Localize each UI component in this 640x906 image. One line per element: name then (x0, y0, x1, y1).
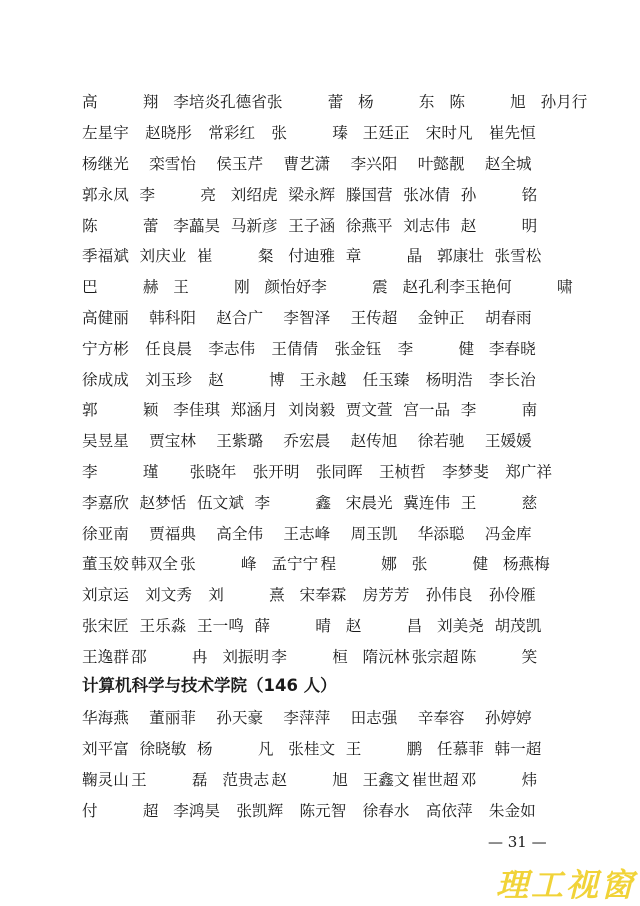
name-row (82, 302, 552, 333)
name-cell: 刘岗毅 (288, 401, 336, 420)
name-row (82, 363, 552, 394)
name-cell: 张雪松 (494, 247, 542, 266)
name-cell: 崔世超 (411, 770, 459, 789)
name-row (82, 517, 552, 548)
name-row-wide (82, 456, 552, 487)
name-cell: 李长治 (488, 370, 536, 389)
name-cell: 张冰倩 (403, 185, 451, 204)
name-cell: 赵晓彤 (145, 124, 192, 143)
name-cell: 杨 凡 (197, 740, 289, 759)
name-cell: 刘京运 (82, 586, 129, 605)
name-cell: 郭 颖 (82, 401, 174, 420)
name-cell: 华海燕 (82, 709, 129, 728)
name-cell: 张凯辉 (236, 801, 284, 820)
name-cell: 宋奉霖 (299, 586, 347, 605)
name-cell: 李 震 (311, 278, 403, 297)
name-cell: 赵 明 (460, 216, 552, 235)
name-cell: 范贵志 (222, 770, 270, 789)
name-cell: 付迪雅 (288, 247, 336, 266)
name-row (82, 764, 552, 795)
name-cell: 李梦斐 (442, 462, 489, 481)
name-cell: 王乐淼 (139, 616, 187, 635)
name-cell: 王桢哲 (378, 462, 426, 481)
name-cell: 郑广祥 (505, 462, 552, 481)
name-cell: 乔宏晨 (283, 432, 331, 451)
name-cell: 任慕菲 (437, 740, 484, 759)
name-cell: 张开明 (252, 462, 300, 481)
name-cell: 刘振明 (222, 647, 270, 666)
name-row (82, 733, 552, 764)
name-cell: 左星宇 (82, 124, 129, 143)
watermark-logo: 理工视窗 (496, 866, 637, 904)
name-cell: 马新彦 (230, 216, 278, 235)
name-cell: 李兴阳 (350, 154, 398, 173)
name-cell: 赵梦恬 (139, 493, 187, 512)
name-cell: 刘文秀 (145, 586, 192, 605)
name-cell: 贾文萱 (345, 401, 393, 420)
name-list-part-3 (82, 702, 552, 825)
name-cell: 王媛媛 (484, 432, 532, 451)
name-cell: 李玉艳 (449, 278, 497, 297)
name-cell: 朱金如 (488, 801, 536, 820)
name-cell: 杨 东 (358, 93, 450, 112)
name-row (82, 579, 552, 610)
name-cell: 刘 熹 (208, 586, 300, 605)
name-cell: 程 娜 (320, 555, 412, 574)
name-cell: 李嘉欣 (82, 493, 129, 512)
name-cell: 滕国营 (345, 185, 393, 204)
name-cell: 赵 昌 (345, 616, 437, 635)
name-cell: 伍文斌 (197, 493, 244, 512)
name-row (82, 702, 552, 733)
name-cell: 张 峰 (180, 555, 272, 574)
name-cell: 徐成成 (82, 370, 129, 389)
name-cell: 李 鑫 (254, 493, 346, 512)
name-list-part-1 (82, 86, 588, 456)
name-cell: 李春晓 (488, 339, 536, 358)
name-cell: 赵全城 (484, 154, 532, 173)
name-cell: 徐晓敏 (139, 740, 187, 759)
name-row (82, 178, 552, 209)
name-cell: 孙伶雁 (488, 586, 536, 605)
name-cell: 胡茂凯 (494, 616, 542, 635)
name-cell: 孟宁宁 (271, 555, 319, 574)
name-cell: 孙 铭 (460, 185, 552, 204)
name-cell: 刘志伟 (403, 216, 451, 235)
name-cell: 宫一品 (403, 401, 451, 420)
name-cell: 邵 冉 (131, 647, 223, 666)
name-cell: 赵合广 (216, 308, 264, 327)
name-cell: 冯金库 (484, 524, 532, 543)
name-list-part-2 (82, 486, 552, 671)
name-cell: 张金钰 (334, 339, 382, 358)
name-cell: 何 啸 (496, 278, 588, 297)
name-cell: 徐若驰 (417, 432, 465, 451)
name-cell: 张宗超 (411, 647, 459, 666)
name-cell: 张 健 (411, 555, 503, 574)
name-cell: 张 蕾 (266, 93, 359, 112)
name-row (82, 394, 552, 425)
name-row (82, 209, 552, 240)
name-cell: 张同晖 (315, 462, 363, 481)
name-cell: 王廷正 (362, 124, 410, 143)
name-cell: 赵传旭 (350, 432, 398, 451)
name-row (82, 794, 552, 825)
name-cell: 刘玉珍 (145, 370, 192, 389)
name-cell: 刘绍虎 (230, 185, 278, 204)
name-cell: 张晓年 (189, 462, 237, 481)
name-cell: 徐燕平 (345, 216, 393, 235)
name-cell: 隋沅林 (362, 647, 410, 666)
name-cell: 孙伟良 (425, 586, 473, 605)
name-cell: 王 刚 (173, 278, 265, 297)
name-cell: 赵孔利 (402, 278, 450, 297)
name-cell: 章 晶 (345, 247, 437, 266)
name-cell: 陈 旭 (449, 93, 541, 112)
name-cell: 陈元智 (299, 801, 347, 820)
name-cell: 张宋匠 (82, 616, 129, 635)
name-cell: 郑涵月 (230, 401, 278, 420)
name-cell: 李志伟 (208, 339, 256, 358)
name-cell: 王紫璐 (216, 432, 264, 451)
name-cell: 董丽菲 (149, 709, 196, 728)
name-cell: 李 桓 (271, 647, 363, 666)
name-cell: 高 翔 (82, 93, 174, 112)
name-cell: 巴 赫 (82, 278, 174, 297)
name-cell: 李培炎 (173, 93, 221, 112)
name-cell: 宁方彬 (82, 339, 129, 358)
name-cell: 王 磊 (131, 770, 223, 789)
name-cell: 李佳琪 (173, 401, 221, 420)
name-cell: 叶懿靓 (417, 154, 465, 173)
name-cell: 王永越 (299, 370, 347, 389)
name-cell: 郭永凤 (82, 185, 129, 204)
name-cell: 崔 粲 (197, 247, 289, 266)
name-cell: 王倩倩 (271, 339, 319, 358)
name-cell: 董玉姣 (82, 555, 129, 574)
name-cell: 王 慈 (460, 493, 552, 512)
name-cell: 贾宝林 (149, 432, 196, 451)
name-cell: 邓 炜 (460, 770, 552, 789)
name-cell: 任玉臻 (362, 370, 410, 389)
name-cell: 赵 博 (208, 370, 300, 389)
name-row (82, 548, 552, 579)
name-cell: 孙月行 (540, 93, 588, 112)
name-cell: 周玉凯 (350, 524, 398, 543)
name-cell: 韩科阳 (149, 308, 196, 327)
name-cell: 王鑫文 (362, 770, 410, 789)
name-cell: 徐春水 (362, 801, 410, 820)
name-cell: 刘平富 (82, 740, 129, 759)
name-cell: 刘美尧 (437, 616, 484, 635)
name-cell: 李鸿昊 (173, 801, 221, 820)
name-row (82, 148, 552, 179)
name-row (82, 486, 552, 517)
name-cell: 孙天豪 (216, 709, 264, 728)
name-cell: 张桂文 (288, 740, 336, 759)
name-cell: 曹艺潇 (283, 154, 331, 173)
name-cell: 王传超 (350, 308, 398, 327)
name-cell: 郭康壮 (437, 247, 484, 266)
name-cell: 贾福典 (149, 524, 196, 543)
name-list (82, 86, 588, 825)
name-cell: 李 瑾 (82, 462, 174, 481)
name-cell: 杨燕梅 (502, 555, 550, 574)
name-cell: 李 亮 (139, 185, 231, 204)
name-cell: 李藟昊 (173, 216, 221, 235)
name-row (82, 610, 552, 641)
name-cell: 常彩红 (208, 124, 256, 143)
name-cell: 韩双全 (131, 555, 178, 574)
name-cell: 房芳芳 (362, 586, 410, 605)
name-cell: 王逸群 (82, 647, 129, 666)
name-cell: 吴昱星 (82, 432, 129, 451)
name-row (82, 425, 552, 456)
name-cell: 刘庆业 (139, 247, 187, 266)
section-heading: 计算机科学与技术学院（146 人） (82, 676, 337, 696)
name-cell: 陈 笑 (460, 647, 552, 666)
name-cell: 杨继光 (82, 154, 129, 173)
name-cell: 颜怡妤 (264, 278, 312, 297)
name-cell: 金钟正 (417, 308, 465, 327)
name-cell: 李智泽 (283, 308, 331, 327)
name-row (82, 271, 588, 302)
name-cell: 李萍萍 (283, 709, 331, 728)
name-row (82, 240, 552, 271)
name-row (82, 86, 588, 117)
name-cell: 栾雪怡 (149, 154, 196, 173)
name-cell: 王志峰 (283, 524, 331, 543)
page-number: — 31 — (488, 833, 547, 851)
name-cell: 高依萍 (425, 801, 473, 820)
name-cell: 薛 晴 (254, 616, 346, 635)
name-cell: 陈 蕾 (82, 216, 174, 235)
name-cell: 侯玉芹 (216, 154, 264, 173)
name-cell: 张 瑧 (271, 124, 363, 143)
name-cell: 胡春雨 (484, 308, 532, 327)
name-cell: 李 南 (460, 401, 552, 420)
name-row (82, 332, 552, 363)
name-cell: 高健丽 (82, 308, 129, 327)
name-cell: 高全伟 (216, 524, 264, 543)
name-cell: 任良晨 (145, 339, 192, 358)
name-cell: 李 健 (397, 339, 489, 358)
name-cell: 辛奉容 (417, 709, 465, 728)
name-cell: 孔德省 (220, 93, 267, 112)
name-row (82, 117, 552, 148)
name-cell: 季福斌 (82, 247, 129, 266)
name-cell: 孙婷婷 (484, 709, 532, 728)
name-cell: 韩一超 (494, 740, 542, 759)
name-cell: 田志强 (350, 709, 398, 728)
name-cell: 王 鹏 (345, 740, 437, 759)
name-cell: 鞠灵山 (82, 770, 129, 789)
name-row (82, 640, 552, 671)
name-cell: 崔先恒 (488, 124, 536, 143)
name-cell: 付 超 (82, 801, 174, 820)
name-cell: 宋晨光 (345, 493, 393, 512)
name-cell: 王一鸣 (197, 616, 244, 635)
name-cell: 华添聪 (417, 524, 465, 543)
name-cell: 宋时凡 (425, 124, 473, 143)
name-cell: 徐亚南 (82, 524, 129, 543)
name-cell: 赵 旭 (271, 770, 363, 789)
name-cell: 冀连伟 (403, 493, 451, 512)
name-cell: 杨明浩 (425, 370, 473, 389)
name-cell: 梁永辉 (288, 185, 336, 204)
name-cell: 王子涵 (288, 216, 336, 235)
